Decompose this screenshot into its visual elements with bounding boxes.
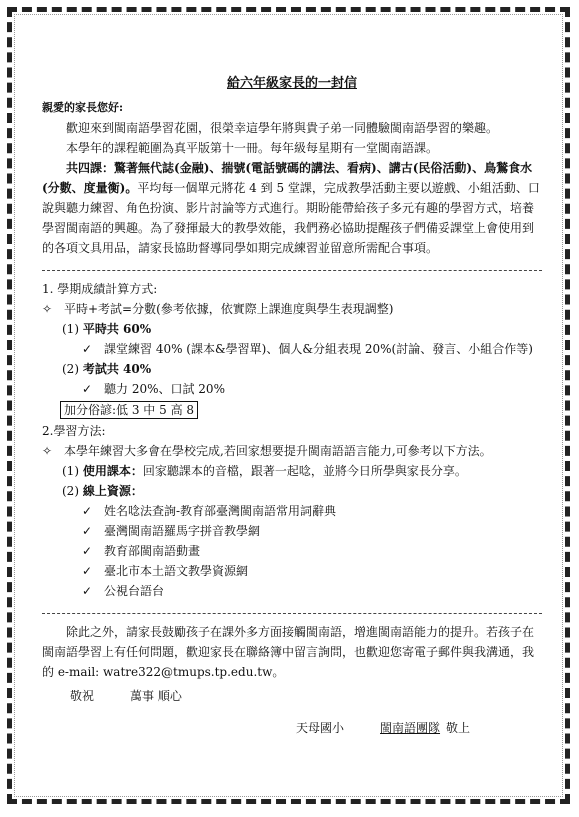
check-icon: ✓ <box>82 524 93 538</box>
part1-detail-row <box>82 339 542 359</box>
diamond-icon: ✧ <box>42 302 53 316</box>
resource-label: 臺北市本土語文教學資源網 <box>104 564 249 578</box>
sign-off: 敬上 <box>446 721 471 735</box>
check-icon: ✓ <box>82 382 93 396</box>
section1-heading: 1. 學期成績計算方式: <box>42 282 158 296</box>
check-icon: ✓ <box>82 342 93 356</box>
part2-detail: 聽力 20%、口試 20% <box>104 382 225 396</box>
check-icon: ✓ <box>82 564 93 578</box>
part1-number: (1) <box>62 322 79 336</box>
resource-label: 姓名唸法查詢-教育部臺灣閩南語常用詞辭典 <box>104 504 337 518</box>
regards-row <box>42 686 542 706</box>
section2-note-row <box>42 441 542 461</box>
part2-row <box>62 359 542 379</box>
method2-row <box>62 481 542 501</box>
part2-label: 考試共 40% <box>82 362 152 376</box>
check-icon: ✓ <box>82 584 93 598</box>
part1-row <box>62 319 542 339</box>
method2-label: 線上資源： <box>82 484 143 498</box>
resource-item <box>82 501 542 521</box>
team-name: 閩南語團隊 <box>380 721 441 735</box>
intro-paragraph-3 <box>42 158 542 258</box>
resource-label: 公視台語台 <box>104 584 165 598</box>
wish: 萬事 順心 <box>130 689 182 703</box>
check-icon: ✓ <box>82 544 93 558</box>
salutation: 親愛的家長您好: <box>42 101 124 114</box>
method1-label: 使用課本： <box>82 464 143 478</box>
formula-text: 平時+考試=分數(參考依據，依實際上課進度與學生表現調整) <box>64 302 394 316</box>
part1-detail: 課堂練習 40% (課本&學習單)、個人&分組表現 20%(討論、發言、小組合作等) <box>104 342 533 356</box>
letter-title: 給六年級家長的一封信 <box>226 76 357 91</box>
section2-note: 本學年練習大多會在學校完成,若回家想要提升閩南語語言能力,可參考以下方法。 <box>64 444 492 458</box>
formula-row <box>42 299 542 319</box>
part2-detail-row <box>82 379 542 399</box>
bonus-box: 加分俗諺:低 3 中 5 高 8 <box>60 401 198 419</box>
part1-label: 平時共 60% <box>82 322 152 336</box>
section-divider <box>42 613 542 614</box>
intro-paragraph-2: 本學年的課程範圍為真平版第十一冊。每年級每星期有一堂閩南語課。 <box>66 141 439 155</box>
method1-number: (1) <box>62 464 79 478</box>
check-icon: ✓ <box>82 504 93 518</box>
intro-paragraph-3-text: 平均每一個單元將花 4 到 5 堂課，完成教學活動主要以遊戲、小組活動、口說與聽力練習、角色扮演、影片討論等方式進行。期盼能帶給孩子多元有趣的學習方式，培養學習閩南語的興趣。為了發揮最大的教學效能，我們務必協助提醒孩子們備妥課堂上會使用到的各項文具用品，請家長協助督導同學如期完成練習並留意所需配合事項。 <box>42 181 540 255</box>
closing-paragraph: 除此之外，請家長鼓勵孩子在課外多方面接觸閩南語，增進閩南語能力的提升。若孩子在閩南語學習上有任何問題，歡迎家長在聯絡簿中留言詢問，也歡迎您寄電子郵件與我溝通，我的 e-mail: watre322@tmups.tp.edu.tw。 <box>42 625 535 679</box>
method1-row <box>62 461 542 481</box>
resource-item <box>82 561 542 581</box>
signature-row <box>296 718 542 738</box>
resource-label: 教育部閩南語動畫 <box>104 544 201 558</box>
part2-number: (2) <box>62 362 79 376</box>
units-label: 共四課： <box>66 161 115 175</box>
section-divider <box>42 270 542 271</box>
units-list: 驚著無代誌(金融)、揣號(電話號碼的講法、看病)、講古(民俗活動)、鳥鶖食水(分數、度量衡)。 <box>42 161 533 195</box>
resource-item <box>82 521 542 541</box>
letter-body <box>42 74 542 738</box>
section2-heading: 2.學習方法: <box>42 424 106 438</box>
school-name: 天母國小 <box>296 721 345 735</box>
diamond-icon: ✧ <box>42 444 53 458</box>
resource-item <box>82 541 542 561</box>
intro-paragraph-1: 歡迎來到閩南語學習花園，很榮幸這學年將與貴子弟一同體驗閩南語學習的樂趣。 <box>66 121 499 135</box>
method1-text: 回家聽課本的音檔，跟著一起唸，並將今日所學與家長分享。 <box>142 464 467 478</box>
resource-item <box>82 581 542 601</box>
resource-label: 臺灣閩南語羅馬字拼音教學網 <box>104 524 261 538</box>
method2-number: (2) <box>62 484 79 498</box>
regards: 敬祝 <box>70 689 95 703</box>
